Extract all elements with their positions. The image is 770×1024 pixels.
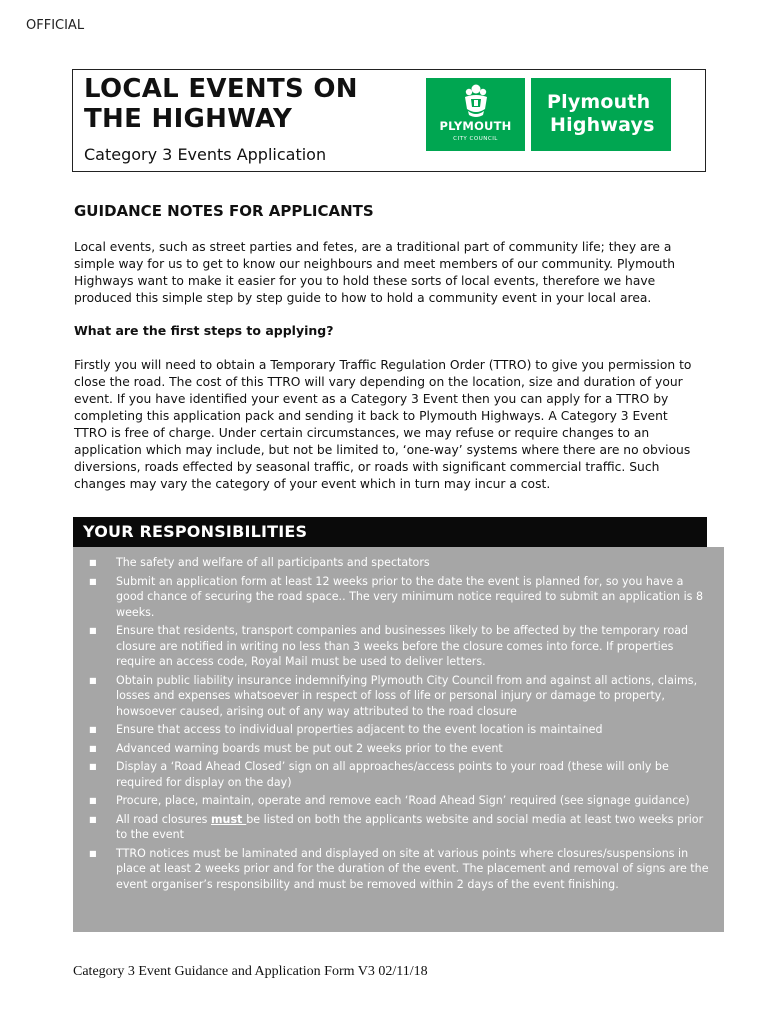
list-item: ■ Ensure that access to individual properties adjacent to the event location is maintained [89,723,603,736]
highways-logo-line-1: Plymouth [547,91,651,113]
intro-paragraph: Local events, such as street parties and fetes, are a traditional part of community life; they are a simple way for us to get to know our neighbours and meet members of our community. Plymouth Highways want to make it easier for you to hold these sorts of local events, therefore we have produced this simple step by step guide to how to hold a community event in your local area. [74,240,675,305]
title-line-2: THE HIGHWAY [84,104,293,134]
first-steps-paragraph: Firstly you will need to obtain a Temporary Traffic Regulation Order (TTRO) to give you permission to close the road. The cost of this TTRO will vary depending on the location, size and duration of your event. If you have identified your event as a Category 3 Event then you can apply for a TTRO by completing this application pack and sending it back to Plymouth Highways. A Category 3 Event TTRO is free of charge. Under certain circumstances, we may refuse or require changes to an application which may include, but not be limited to, ‘one-way’ systems where there are no obvious diversions, roads effected by seasonal traffic, or roads with significant commercial traffic. Such changes may vary the category of your event which in turn may incur a cost. [74,358,692,491]
header-box [72,69,706,172]
responsibilities-panel [73,547,724,932]
plymouth-city-council-logo [426,78,525,151]
must-emphasis: must [210,812,247,826]
classification-label: OFFICIAL [26,18,85,33]
list-item: ■ Ensure that residents, transport companies and businesses likely to be affected by the temporary road closure are notified in writing no less than 3 weeks before the closure comes into force. If properties require an access code, Royal Mail must be used to deliver letters. [89,624,689,668]
list-item: ■ Procure, place, maintain, operate and remove each ‘Road Ahead Sign’ required (see signage guidance) [89,794,690,807]
bullet-icon: ■ [89,743,97,753]
list-item: ■ TTRO notices must be laminated and displayed on site at various points where closures/suspensions in place at least 2 weeks prior and for the duration of the event. The placement and removal of signs are the event organiser’s responsibility and must be removed within 2 days of the event finishing. [89,846,709,891]
council-logo-sub: CITY COUNCIL [453,136,498,142]
bullet-icon: ■ [89,626,97,635]
page-title [84,74,358,134]
guidance-heading: GUIDANCE NOTES FOR APPLICANTS [74,202,374,220]
list-item: ■ The safety and welfare of all participants and spectators [89,556,430,569]
bullet-icon: ■ [89,762,97,771]
council-logo-name: PLYMOUTH [439,119,512,133]
responsibilities-list [73,547,724,892]
bullet-icon: ■ [89,725,97,734]
plymouth-highways-logo [531,78,671,151]
list-item: ■ All road closures must be listed on both the applicants website and social media at least two weeks prior to the event [89,812,704,841]
list-item: ■ Obtain public liability insurance indemnifying Plymouth City Council from and against all actions, claims, losses and expenses whatsoever in respect of loss of life or personal injury or damage to property, howsoever caused, arising out of any way attributed to the road closure [89,673,698,718]
title-line-1: LOCAL EVENTS ON [84,74,358,104]
bullet-icon: ■ [89,796,97,805]
bullet-icon: ■ [89,675,97,685]
list-item: ■ Advanced warning boards must be put out 2 weeks prior to the event [89,741,503,755]
list-item: ■ Submit an application form at least 12 weeks prior to the date the event is planned for, so you have a good chance of securing the road space.. The very minimum notice required to submit an application is 8 weeks. [89,574,704,619]
bullet-icon: ■ [89,814,97,824]
responsibilities-heading: YOUR RESPONSIBILITIES [73,517,707,547]
first-steps-question: What are the first steps to applying? [74,323,334,338]
bullet-icon: ■ [89,848,97,858]
bullet-icon: ■ [89,558,97,567]
highways-logo-line-2: Highways [550,114,655,136]
bullet-icon: ■ [89,576,97,586]
page-subtitle: Category 3 Events Application [84,145,327,164]
page-footer: Category 3 Event Guidance and Application Form V3 02/11/18 [73,964,428,979]
list-item: ■ Display a ‘Road Ahead Closed’ sign on all approaches/access points to your road (these will only be required for display on the day) [89,760,669,789]
crest-icon [460,83,492,119]
